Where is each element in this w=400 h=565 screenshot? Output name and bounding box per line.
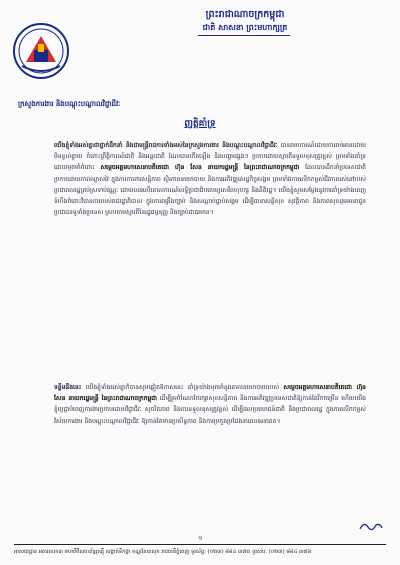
paragraph-2-highlight: សម្តេចអគ្គមហាសេនាបតីតេជោ ហ៊ុន សែន នាយករដ្ឋមន្ត្រី នៃព្រះរាជាណាចក្រកម្ពុជា (54, 384, 366, 403)
footer-address: អាសយដ្ឋាន អគារលេខ៣ មហាវិថីសហព័ន្ធរុស្ស៊ី សង្កាត់ទឹកថ្លា ខណ្ឌសែនសុខ រាជធានីភ្នំពេញ ទូរស័ព្ទ: (០២៣) ៨៨៤ ៣៧៥ ទូរសារ: (០២៣) ៨៨៤ ៣៧៦ (14, 549, 312, 555)
kingdom-heading: ព្រះរាជាណាចក្រកម្ពុជា (205, 9, 285, 20)
ministry-logo-icon (12, 22, 70, 80)
paragraph-1-lead: យើងខ្ញុំទាំងអស់គ្នាជាថ្នាក់ដឹកនាំ និងជាមន្ត្រីរាជការទាំងអស់នៃក្រសួងការងារ និងបណ្តុះបណ្តាលវិជ្ជាជីវៈ (54, 142, 278, 149)
paragraph-2-lead: ទន្ទឹមនឹងនេះ (54, 384, 82, 391)
ministry-name: ក្រសួងការងារ និងបណ្តុះបណ្តាលវិជ្ជាជីវៈ (18, 100, 121, 108)
document-title: ញត្តិគាំទ្រ (184, 119, 216, 129)
paragraph-2-text-a: យើងខ្ញុំទាំងអស់គ្នាក៏បានសូមឆ្លៀតឱកាសនេះ គាំទ្រយ៉ាងមុតមាំនូវគោលនយោបាយរបស់ (85, 384, 280, 391)
paragraph-1-text-a: បានរាយការណ៍ដោយការរាប់អានដោយមិនខ្វល់ខ្វាយ ចំពោះព្រឹត្តិការណ៍ជាតិ និងអន្តរជាតិ ដែលបានកើតឡើង និងបញ្ហាផ្សេងៗ ប្រកបដោយស្មារតីទទួលខុសត្រូវខ្ពស់ ព្រមទាំងគាំទ្រដោយមុតមាំចំពោះ (54, 142, 366, 172)
paragraph-2-text-b: ដើម្បីរួមចំណែកថែរក្សាសុខសន្តិភាព និងការអភិវឌ្ឍប្រទេសជាតិឱ្យកាន់តែរីកចម្រើន ហើយយើងខ្ញុំប្តេជ្ញាបំពេញការងារប្រកបដោយវិជ្ជាជីវៈ សុចរិតភាព និងការទទួលខុសត្រូវខ្ពស់ ដើម្បីផលប្រយោជន៍ជាតិ និងប្រជាពលរដ្ឋ ក្នុងការលើកកម្ពស់វិស័យការងារ និងបណ្តុះបណ្តាលវិជ្ជាជីវៈ ឱ្យកាន់តែមានប្រសិទ្ធភាព និងការប្រកួតប្រជែងនាពេលអនាគត។ (54, 395, 366, 425)
paragraph-1-highlight: សម្តេចអគ្គមហាសេនាបតីតេជោ ហ៊ុន សែន នាយករដ្ឋមន្ត្រី នៃព្រះរាជាណាចក្រកម្ពុជា (100, 164, 300, 172)
footer-divider (14, 544, 386, 545)
paragraph-1 (54, 140, 366, 376)
page-number: ១ (198, 535, 203, 542)
signature-mark-icon (358, 519, 384, 533)
paragraph-1-text-b: ដែលបានដឹកនាំប្រទេសជាតិ ប្រកបដោយភាពឈ្លាសវៃ ក្នុងការការពារសន្តិភាព ស្ថិរភាពនយោបាយ និងការអភិវឌ្ឍសេដ្ឋកិច្ចសង្គម ព្រមទាំងការលើកកម្ពស់ជីវភាពរស់នៅរបស់ប្រជាពលរដ្ឋគ្រប់ស្រទាប់វណ្ណៈ ដោយឈរលើគោលការណ៍លទ្ធិប្រជាធិបតេយ្យសេរីពហុបក្ស និងនីតិរដ្ឋ។ យើងខ្ញុំសូមសម្តែងនូវការគាំទ្រយ៉ាងពេញទំហឹងចំពោះវិធានការរបស់រាជរដ្ឋាភិបាល ក្នុងការពង្រឹងច្បាប់ និងសណ្តាប់ធ្នាប់សង្គម ដើម្បីធានាសន្តិសុខ សុវត្ថិភាព និងភាពសុខដុមរមនាជូនប្រជាជនទូទាំងប្រទេស ស្របតាមស្មារតីនៃរដ្ឋធម្មនុញ្ញ និងច្បាប់ជាធរមាន។ (54, 164, 366, 217)
motto-divider (198, 35, 290, 36)
national-motto: ជាតិ សាសនា ព្រះមហាក្សត្រ (202, 23, 288, 32)
paragraph-2 (54, 382, 366, 520)
